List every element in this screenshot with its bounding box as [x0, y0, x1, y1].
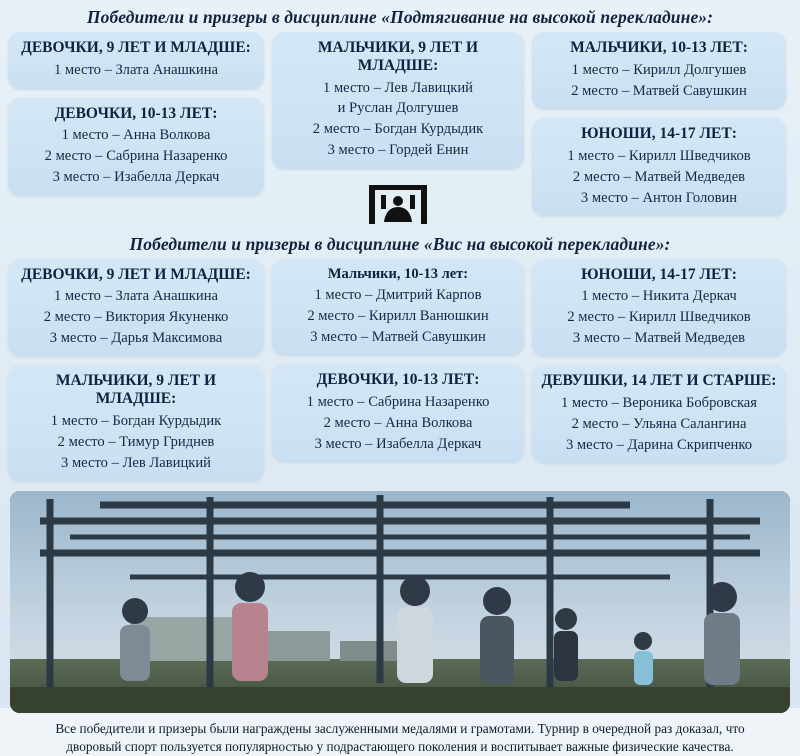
place-line: 2 место – Виктория Якуненко [43, 309, 229, 326]
place-line: 1 место – Богдан Курдыдик [50, 413, 222, 430]
result-card [532, 32, 786, 109]
place-line: 2 место – Матвей Медведев [572, 168, 746, 185]
card-heading: ДЕВОЧКИ, 10-13 ЛЕТ: [54, 104, 218, 122]
place-line: 2 место – Кирилл Шведчиков [567, 309, 751, 326]
result-card [532, 118, 786, 216]
place-line: 1 место – Вероника Бобровская [560, 395, 758, 412]
place-line: 2 место – Кирилл Ванюшкин [307, 307, 489, 324]
place-line: 1 место – Кирилл Шведчиков [567, 148, 751, 165]
place-line: 2 место – Ульяна Салангина [571, 416, 747, 432]
place-line: 2 место – Богдан Курдыдик [312, 121, 484, 138]
results-column-right [532, 32, 786, 216]
place-line: 1 место – Лев Лавицкий [323, 79, 473, 96]
result-card [8, 32, 264, 89]
place-line: 3 место – Матвей Медведев [572, 329, 746, 346]
place-line: 2 место – Анна Волкова [323, 414, 473, 431]
result-card [272, 32, 524, 169]
place-line: 1 место – Дмитрий Карпов [314, 287, 482, 304]
card-heading: ЮНОШИ, 14-17 ЛЕТ: [581, 265, 737, 283]
result-card [532, 259, 786, 357]
result-card [272, 259, 524, 356]
card-heading: ДЕВУШКИ, 14 ЛЕТ И СТАРШЕ: [541, 372, 777, 390]
place-line: 3 место – Лев Лавицкий [61, 454, 211, 471]
result-card [272, 364, 524, 462]
result-card [8, 98, 264, 196]
footer-text [0, 713, 800, 756]
result-card [532, 365, 786, 463]
place-line: 1 место – Сабрина Назаренко [306, 394, 490, 411]
result-card [8, 365, 264, 481]
place-line: 3 место – Изабелла Деркач [52, 168, 220, 185]
place-line: 3 место – Матвей Савушкин [310, 328, 486, 345]
results-grid-pullups [0, 32, 800, 232]
place-line: 1 место – Злата Анашкина [53, 61, 218, 78]
place-line-continuation: и Руслан Долгушев [337, 100, 459, 117]
card-heading: ДЕВОЧКИ, 10-13 ЛЕТ: [316, 371, 480, 389]
results-column-left-2 [8, 259, 264, 482]
place-line: 1 место – Кирилл Долгушев [571, 61, 747, 78]
results-column-center-2 [272, 259, 524, 463]
results-column-center [272, 32, 524, 232]
section-title-pullups: Победители и призеры в дисциплине «Подтягивание на высокой перекладине»: [86, 7, 714, 27]
event-photo [10, 491, 790, 713]
results-grid-hang [0, 259, 800, 482]
place-line: 1 место – Никита Деркач [581, 288, 737, 305]
section-title-hang: Победители и призеры в дисциплине «Вис на высокой перекладине»: [129, 233, 671, 254]
place-line: 3 место – Гордей Енин [327, 141, 469, 158]
card-heading: ДЕВОЧКИ, 9 ЛЕТ И МЛАДШЕ: [21, 39, 251, 56]
card-heading: МАЛЬЧИКИ, 9 ЛЕТ И МЛАДШЕ: [317, 39, 479, 74]
place-line: 2 место – Тимур Гриднев [57, 433, 215, 450]
place-line: 2 место – Сабрина Назаренко [44, 148, 228, 165]
place-line: 1 место – Злата Анашкина [53, 288, 218, 305]
card-heading: Мальчики, 10-13 лет: [327, 265, 469, 282]
place-line: 3 место – Дарья Максимова [49, 329, 223, 346]
place-line: 3 место – Дарина Скрипченко [565, 436, 753, 453]
place-line: 3 место – Антон Головин [580, 189, 738, 206]
card-heading: МАЛЬЧИКИ, 10-13 ЛЕТ: [570, 39, 748, 56]
result-card [8, 259, 264, 357]
results-column-right-2 [532, 259, 786, 464]
footer-line-2: дворовый спорт пользуется популярностью у подрастающего поколения и воспитывает важные физические качества. [66, 739, 734, 755]
place-line: 2 место – Матвей Савушкин [571, 82, 747, 99]
place-line: 3 место – Изабелла Деркач [314, 435, 482, 452]
place-line: 1 место – Анна Волкова [61, 127, 211, 144]
card-heading: ДЕВОЧКИ, 9 ЛЕТ И МЛАДШЕ: [21, 265, 251, 283]
results-column-left [8, 32, 264, 196]
card-heading: МАЛЬЧИКИ, 9 ЛЕТ И МЛАДШЕ: [55, 372, 217, 408]
footer-line-1: Все победители и призеры были награждены заслуженными медалями и грамотами. Турнир в очередной раз доказал, что [55, 721, 745, 737]
pull-up-bar-icon [272, 180, 524, 232]
card-heading: ЮНОШИ, 14-17 ЛЕТ: [581, 125, 737, 143]
